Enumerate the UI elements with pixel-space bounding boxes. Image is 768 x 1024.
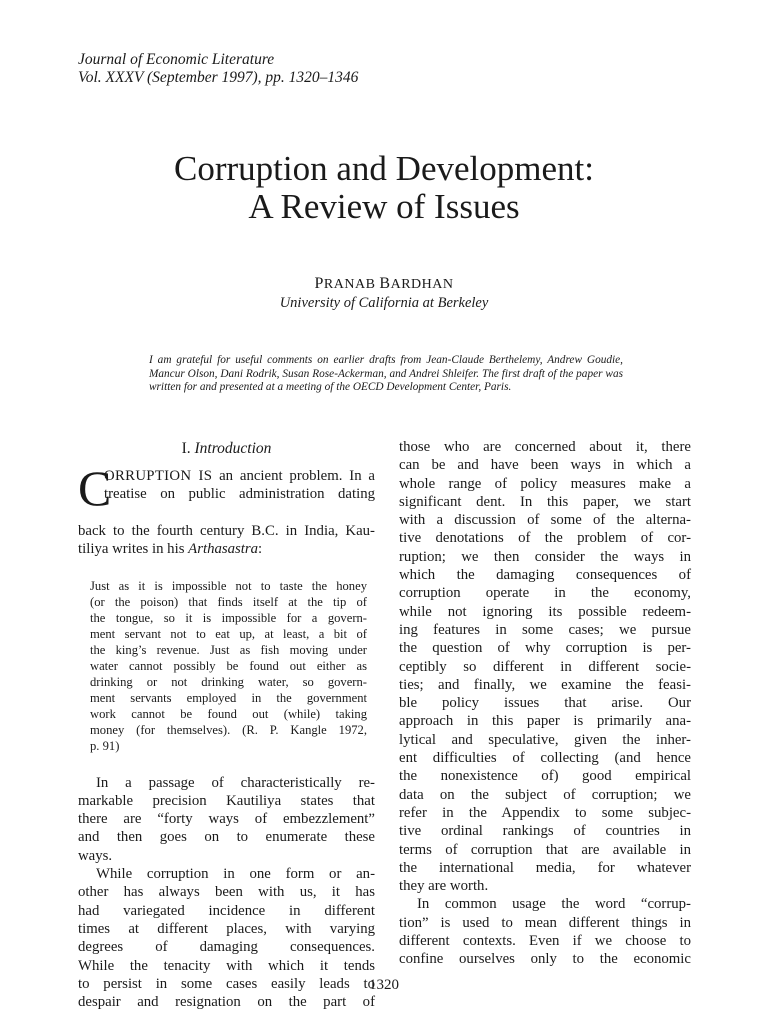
text-line: refer in the Appendix to some subjec- xyxy=(399,804,691,821)
text-line: the international media, for whatever xyxy=(399,859,691,876)
text-line: Just as it is impossible not to taste the honey xyxy=(90,578,367,593)
author-first-rest: RANAB xyxy=(323,277,380,292)
body-line: back to the fourth century B.C. in India, Kau- xyxy=(78,523,375,539)
text-line: with a discussion of some of the alterna- xyxy=(399,512,691,529)
left-column xyxy=(78,438,375,1011)
text-line: In common usage the word “corrup- xyxy=(417,896,691,913)
text-line: other has always been with us, it has xyxy=(78,884,375,901)
text-line: While corruption in one form or an- xyxy=(96,866,375,883)
text-line: those who are concerned about it, there xyxy=(399,439,691,455)
text-line: work cannot be found out (while) taking xyxy=(90,706,367,721)
text-line: significant dent. In this paper, we start xyxy=(399,493,691,510)
journal-name: Journal of Economic Literature xyxy=(78,51,275,68)
author-initial-first: P xyxy=(314,275,324,292)
text-line: whole range of policy measures make a xyxy=(399,475,691,492)
lead-small-caps: ORRUPTION IS xyxy=(104,468,213,484)
text-line: degrees of damaging consequences. xyxy=(78,939,375,956)
text-line: tion” is used to mean different things in xyxy=(399,914,691,931)
text-line: money (for themselves). (R. P. Kangle 1972, xyxy=(90,722,367,737)
lead-line-1 xyxy=(104,467,375,485)
author-last-rest: ARDHAN xyxy=(390,277,454,292)
journal-header xyxy=(78,51,498,87)
title-line-1: Corruption and Development: xyxy=(174,149,594,188)
author-affiliation: University of California at Berkeley xyxy=(279,295,489,311)
text-line: which the damaging consequences of xyxy=(399,567,691,584)
text-line: ways. xyxy=(78,847,113,864)
paragraph xyxy=(78,774,375,865)
text-line: drinking or not drinking water, so govern- xyxy=(90,674,367,689)
article-title xyxy=(0,150,768,226)
body-line-text: tiliya writes in his xyxy=(78,541,189,558)
text-line: there are “forty ways of embezzlement” xyxy=(78,811,375,828)
text-line: water cannot possibly be found out either as xyxy=(90,658,367,673)
block-quote xyxy=(90,578,367,754)
text-line: the nonexistence of) good empirical xyxy=(399,768,691,785)
text-line: lytical and speculative, given the inher- xyxy=(399,731,691,748)
text-line: ceptibly so different in different socie- xyxy=(399,658,691,675)
text-line: (or the poison) that finds itself at the tip of xyxy=(90,594,367,609)
drop-cap: C xyxy=(78,460,112,516)
text-line: the tongue, so it is impossible for a govern- xyxy=(90,610,367,625)
paragraph xyxy=(399,895,691,968)
text-line: While the tenacity with which it tends xyxy=(78,957,375,974)
text-line: data on the subject of corruption; we xyxy=(399,786,691,803)
section-title: Introduction xyxy=(194,440,272,457)
text-line: while not ignoring its possible redeem- xyxy=(399,603,691,620)
paragraph xyxy=(399,438,691,895)
text-line: can be and have been ways in which a xyxy=(399,457,691,474)
section-heading xyxy=(78,438,375,459)
text-line: the king’s revenue. Just as fish moving under xyxy=(90,642,367,657)
acknowledgment-note: I am grateful for useful comments on earlier drafts from Jean-Claude Berthelemy, Andrew Goudie, Mancur Olson, Dani Rodrik, Susan Rose-Ackerman, and Andrei Shleifer. The first draft of the paper was written for and presented at a meeting of the OECD Development Center, Paris. xyxy=(149,354,623,393)
book-title: Arthasastra xyxy=(188,541,259,558)
text-line: corruption operate in the economy, xyxy=(399,585,691,602)
text-line: different contexts. Even if we choose to xyxy=(399,933,691,950)
text-line: they are worth. xyxy=(399,878,489,895)
body-line xyxy=(78,540,375,558)
text-line: ties; and finally, we examine the feasi- xyxy=(399,676,691,693)
text-line: ruption; we then consider the ways in xyxy=(399,548,691,565)
text-line: In a passage of characteristically re- xyxy=(96,774,375,791)
text-line: confine ourselves only to the economic xyxy=(399,951,691,968)
text-line: p. 91) xyxy=(90,738,120,753)
lead-line-1-rest: an ancient problem. In a xyxy=(212,468,375,484)
journal-volume: Vol. XXXV (September 1997), pp. 1320–1346 xyxy=(78,69,359,86)
text-line: ment servant not to eat up, at least, a bit of xyxy=(90,626,367,641)
text-line: ing features in some cases; we pursue xyxy=(399,621,691,638)
text-line: to persist in some cases easily leads to xyxy=(78,975,375,992)
text-line: had variegated incidence in different xyxy=(78,902,375,919)
section-number: I. xyxy=(181,440,191,457)
text-line: ble policy issues that arise. Our xyxy=(399,695,691,712)
text-line: ent difficulties of collecting (and hence xyxy=(399,750,691,767)
text-line: approach in this paper is primarily ana- xyxy=(399,713,691,730)
opening-paragraph-lead xyxy=(78,460,375,522)
text-line: the question of why corruption is per- xyxy=(399,640,691,657)
text-line: tive denotations of the problem of cor- xyxy=(399,530,691,547)
right-column xyxy=(399,438,691,969)
text-line: terms of corruption that are available in xyxy=(399,841,691,858)
lead-line-2: treatise on public administration dating xyxy=(104,486,375,503)
text-line: tive ordinal rankings of countries in xyxy=(399,823,691,840)
text-line: and then goes on to enumerate these xyxy=(78,829,375,846)
body-line-colon: : xyxy=(258,541,263,558)
text-line: ment servants employed in the government xyxy=(90,690,367,705)
title-line-2: A Review of Issues xyxy=(248,187,520,226)
text-line: times at different places, with varying xyxy=(78,920,375,937)
author-name xyxy=(0,275,768,293)
author-initial-last: B xyxy=(379,275,391,292)
text-line: markable precision Kautiliya states that xyxy=(78,792,375,809)
page-number: 1320 xyxy=(369,977,399,993)
text-line: despair and resignation on the part of xyxy=(78,994,375,1011)
